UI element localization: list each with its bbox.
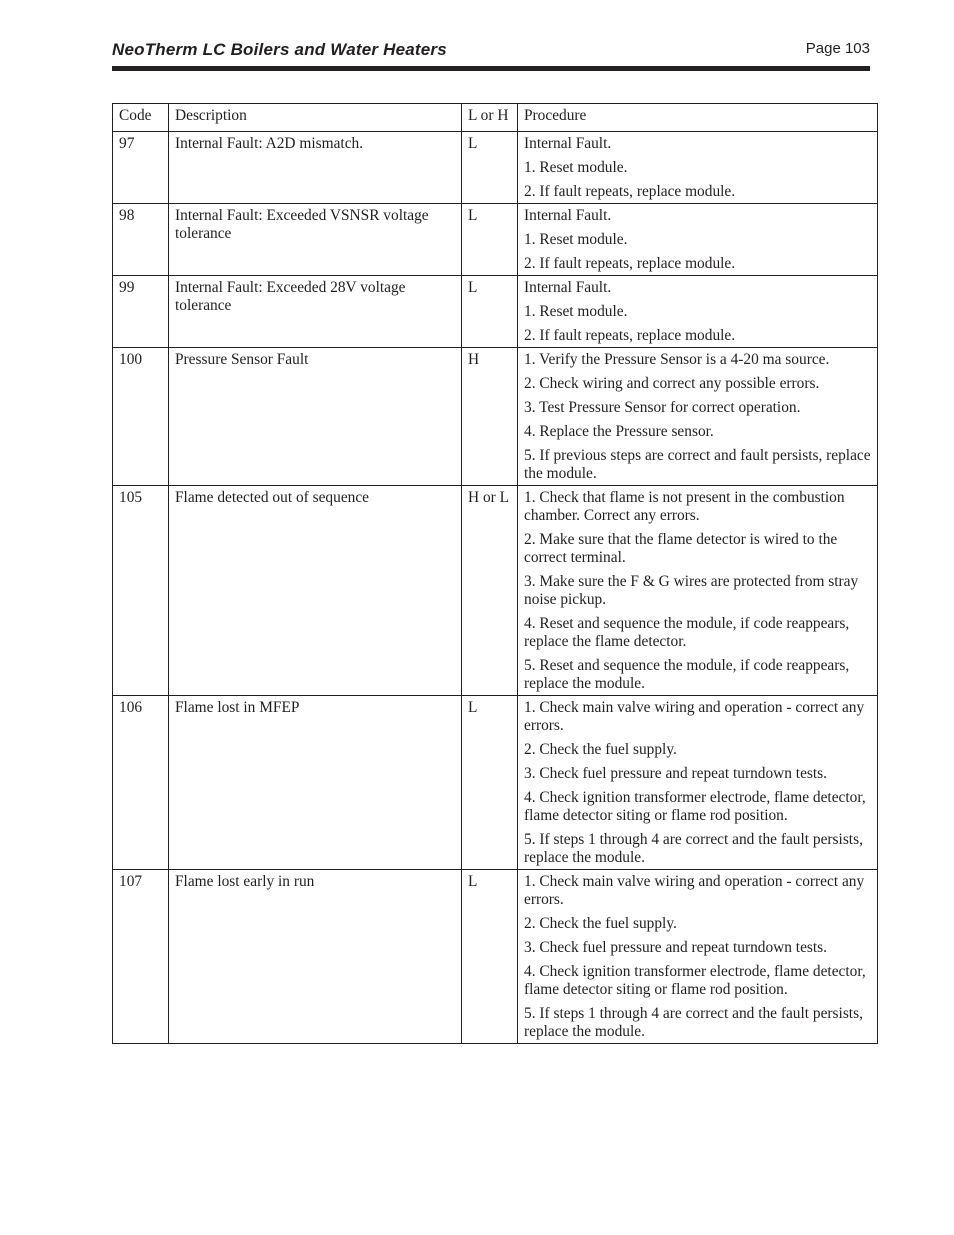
procedure-cell [518,870,878,1044]
column-header-description: Description [169,104,462,132]
procedure-cell [518,696,878,870]
fault-description-cell: Flame lost in MFEP [169,696,462,870]
fault-description-cell: Internal Fault: Exceeded VSNSR voltage tolerance [169,204,462,276]
procedure-step: 5. Reset and sequence the module, if code reappears, replace the module. [524,657,850,692]
procedure-step: 1. Check main valve wiring and operation - correct any errors. [524,699,865,734]
fault-code-table [112,103,878,1044]
procedure-cell [518,204,878,276]
lockout-hold-cell: H [462,348,518,486]
procedure-cell [518,276,878,348]
fault-description-cell: Pressure Sensor Fault [169,348,462,486]
lockout-hold-cell: L [462,132,518,204]
fault-code-cell: 106 [113,696,169,870]
procedure-step: 4. Check ignition transformer electrode, flame detector, flame detector siting or flame rod position. [524,963,866,998]
procedure-step: Internal Fault. [524,135,612,152]
fault-code-cell: 99 [113,276,169,348]
fault-code-cell: 100 [113,348,169,486]
lockout-hold-cell: H or L [462,486,518,696]
procedure-step: 5. If previous steps are correct and fault persists, replace the module. [524,447,871,482]
table-row [113,348,878,486]
table-row [113,204,878,276]
procedure-step: 2. If fault repeats, replace module. [524,183,736,200]
procedure-step: Internal Fault. [524,279,612,296]
procedure-step: 2. Check wiring and correct any possible errors. [524,375,820,392]
column-header-l-or-h: L or H [462,104,518,132]
procedure-step: 3. Check fuel pressure and repeat turndown tests. [524,765,828,782]
table-row [113,132,878,204]
procedure-step: 4. Check ignition transformer electrode, flame detector, flame detector siting or flame rod position. [524,789,866,824]
procedure-step: 3. Make sure the F & G wires are protected from stray noise pickup. [524,573,859,608]
table-header-row [113,104,878,132]
procedure-step: 1. Reset module. [524,159,628,176]
table-row [113,870,878,1044]
procedure-step: 1. Check that flame is not present in the combustion chamber. Correct any errors. [524,489,845,524]
fault-code-cell: 107 [113,870,169,1044]
fault-code-cell: 97 [113,132,169,204]
procedure-cell [518,486,878,696]
fault-description-cell: Internal Fault: Exceeded 28V voltage tolerance [169,276,462,348]
procedure-step: 1. Reset module. [524,303,628,320]
procedure-step: 5. If steps 1 through 4 are correct and the fault persists, replace the module. [524,831,863,866]
lockout-hold-cell: L [462,870,518,1044]
lockout-hold-cell: L [462,204,518,276]
column-header-code: Code [113,104,169,132]
fault-code-cell: 98 [113,204,169,276]
procedure-step: 1. Reset module. [524,231,628,248]
page-number: Page 103 [805,40,870,57]
table-row [113,696,878,870]
procedure-step: 2. Make sure that the flame detector is wired to the correct terminal. [524,531,838,566]
fault-description-cell: Flame detected out of sequence [169,486,462,696]
document-title: NeoTherm LC Boilers and Water Heaters [112,40,447,59]
lockout-hold-cell: L [462,696,518,870]
fault-description-cell: Internal Fault: A2D mismatch. [169,132,462,204]
procedure-step: Internal Fault. [524,207,612,224]
procedure-cell [518,132,878,204]
procedure-step: 2. If fault repeats, replace module. [524,327,736,344]
column-header-procedure: Procedure [518,104,878,132]
table-row [113,276,878,348]
procedure-step: 2. If fault repeats, replace module. [524,255,736,272]
procedure-step: 1. Check main valve wiring and operation - correct any errors. [524,873,865,908]
page-header [112,38,870,70]
procedure-step: 5. If steps 1 through 4 are correct and the fault persists, replace the module. [524,1005,863,1040]
procedure-step: 4. Replace the Pressure sensor. [524,423,714,440]
procedure-step: 1. Verify the Pressure Sensor is a 4-20 ma source. [524,351,830,368]
lockout-hold-cell: L [462,276,518,348]
procedure-step: 3. Check fuel pressure and repeat turndown tests. [524,939,828,956]
fault-description-cell: Flame lost early in run [169,870,462,1044]
procedure-step: 2. Check the fuel supply. [524,741,677,758]
procedure-step: 3. Test Pressure Sensor for correct operation. [524,399,801,416]
header-rule [112,66,870,71]
procedure-step: 2. Check the fuel supply. [524,915,677,932]
procedure-step: 4. Reset and sequence the module, if code reappears, replace the flame detector. [524,615,850,650]
procedure-cell [518,348,878,486]
fault-code-cell: 105 [113,486,169,696]
table-row [113,486,878,696]
